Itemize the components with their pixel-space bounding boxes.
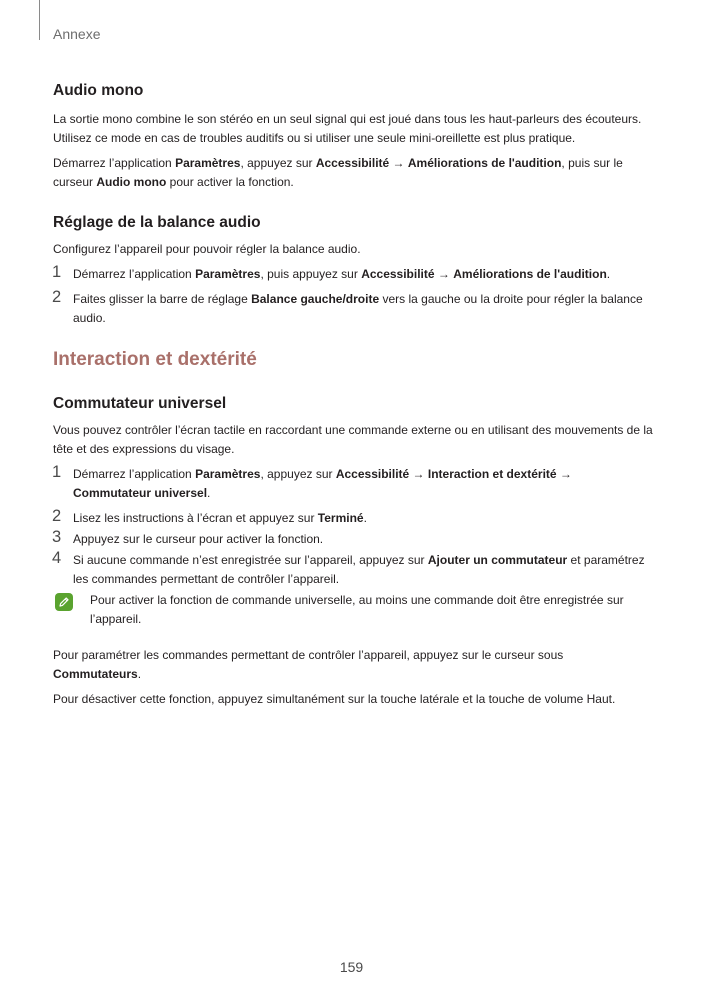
heading-balance-audio: Réglage de la balance audio <box>53 214 261 231</box>
heading-commutateur-universel: Commutateur universel <box>53 395 227 412</box>
audio-mono-description: La sortie mono combine le son stéréo en un seul signal qui est joué dans tous les haut-parleurs des écouteurs. Utilisez ce mode en cas de troubles auditifs ou si utiliser une seule mini-oreillette est plus pratique. <box>53 112 642 145</box>
step-item: 1 Démarrez l’application Paramètres, appuyez sur Accessibilité → Interaction et dextérité → Commutateur universel. <box>52 463 572 500</box>
step-number: 2 <box>52 507 62 525</box>
section-title-interaction: Interaction et dextérité <box>53 349 257 370</box>
step-number: 3 <box>52 528 62 546</box>
step-item: 4 Si aucune commande n’est enregistrée sur l’appareil, appuyez sur Ajouter un commutateur et paramétrez les commandes permettant de contrôler l’appareil. <box>52 549 645 586</box>
step-item: 2 Faites glisser la barre de réglage Balance gauche/droite vers la gauche ou la droite pour régler la balance audio. <box>52 288 643 325</box>
audio-mono-instructions: Démarrez l’application Paramètres, appuyez sur Accessibilité → Améliorations de l'audition, puis sur le curseur Audio mono pour activer la fonction. <box>53 156 623 189</box>
step-number: 1 <box>52 263 62 281</box>
note-pencil-icon <box>55 593 73 611</box>
step-number: 4 <box>52 549 62 567</box>
step-item: 3 Appuyez sur le curseur pour activer la fonction. <box>52 528 324 546</box>
note-text: Pour activer la fonction de commande universelle, au moins une commande doit être enregistrée sur l’appareil. <box>90 593 624 626</box>
step-item: 2 Lisez les instructions à l’écran et appuyez sur Terminé. <box>52 507 367 525</box>
page-number: 159 <box>339 959 364 975</box>
note-box <box>53 591 653 629</box>
balance-audio-intro: Configurez l’appareil pour pouvoir régler la balance audio. <box>53 242 361 256</box>
commutateur-intro: Vous pouvez contrôler l’écran tactile en raccordant une commande externe ou en utilisant des mouvements de la tête et des expressions du visage. <box>53 423 653 456</box>
running-head: Annexe <box>53 26 101 42</box>
balance-audio-steps <box>53 265 653 328</box>
commutateur-settings-text: Pour paramétrer les commandes permettant de contrôler l’appareil, appuyez sur le curseur sous Commutateurs. <box>53 648 564 681</box>
header-rule <box>39 0 40 40</box>
page-content <box>53 82 653 709</box>
commutateur-disable-text: Pour désactiver cette fonction, appuyez simultanément sur la touche latérale et la touche de volume Haut. <box>53 692 616 706</box>
commutateur-steps <box>53 465 653 589</box>
step-number: 2 <box>52 288 62 306</box>
step-item: 1 Démarrez l’application Paramètres, puis appuyez sur Accessibilité → Améliorations de l'audition. <box>52 263 611 281</box>
heading-audio-mono: Audio mono <box>53 82 144 99</box>
step-number: 1 <box>52 463 62 481</box>
